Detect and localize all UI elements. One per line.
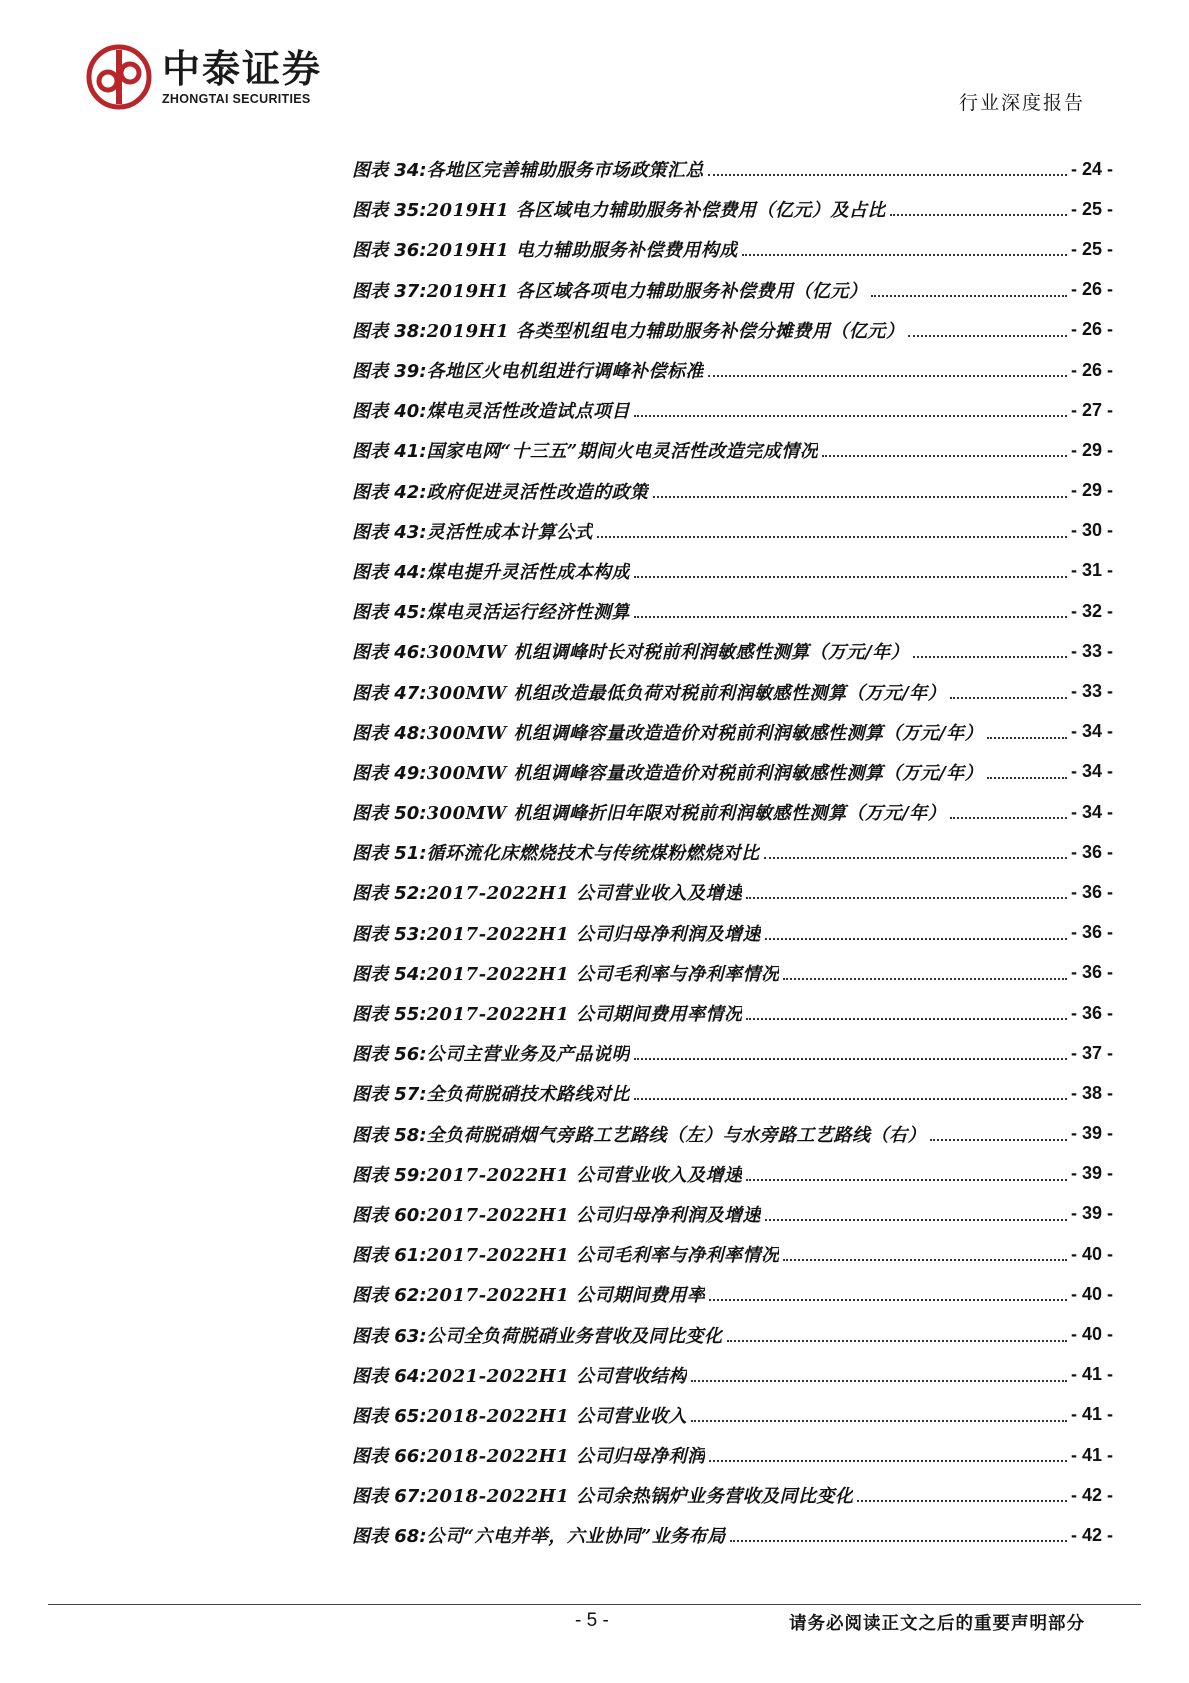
toc-entry[interactable]: [352, 149, 1113, 189]
toc-entry[interactable]: [352, 953, 1113, 993]
toc-dot-leader: [765, 1219, 1067, 1221]
toc-entry-title: 2021-2022H1 公司营收结构: [426, 1365, 687, 1387]
toc-dot-leader: [634, 576, 1067, 578]
toc-entry-page: - 36 -: [1070, 962, 1113, 983]
toc-entry-label: 图表 58:: [352, 1124, 427, 1146]
toc-entry-label: 图表 45:: [352, 602, 427, 624]
toc-dot-leader: [634, 415, 1067, 417]
toc-entry-title: 各地区火电机组进行调峰补偿标准: [426, 361, 705, 383]
toc-entry-title: 2018-2022H1 公司营业收入: [426, 1405, 687, 1427]
toc-entry-label: 图表 68:: [352, 1526, 427, 1548]
toc-entry-label: 图表 61:: [352, 1245, 427, 1267]
toc-entry-page: - 39 -: [1070, 1203, 1113, 1224]
toc-entry-page: - 34 -: [1070, 801, 1113, 822]
toc-entry-label: 图表 40:: [352, 401, 427, 423]
footer-divider: [48, 1604, 1141, 1605]
toc-entry-label: 图表 37:: [352, 280, 427, 302]
footer-disclaimer: 请务必阅读正文之后的重要声明部分: [789, 1614, 1085, 1634]
toc-entry-label: 图表 60:: [352, 1204, 427, 1226]
toc-entry-title: 300MW 机组调峰折旧年限对税前利润敏感性测算（万元/年）: [426, 803, 947, 825]
toc-entry-label: 图表 46:: [352, 642, 427, 664]
toc-dot-leader: [871, 295, 1067, 297]
toc-entry-label: 图表 63:: [352, 1325, 427, 1347]
toc-entry-label: 图表 53:: [352, 923, 427, 945]
toc-entry-title: 2018-2022H1 公司余热锅炉业务营收及同比变化: [426, 1486, 854, 1508]
toc-entry-title: 政府促进灵活性改造的政策: [426, 481, 649, 503]
toc-entry[interactable]: [352, 631, 1113, 671]
toc-entry-label: 图表 62:: [352, 1285, 427, 1307]
toc-dot-leader: [708, 174, 1067, 176]
toc-entry[interactable]: [352, 1154, 1113, 1194]
toc-entry-title: 灵活性成本计算公式: [426, 521, 594, 543]
toc-entry-title: 煤电提升灵活性成本构成: [426, 561, 631, 583]
toc-dot-leader: [764, 857, 1067, 859]
toc-entry[interactable]: [352, 1033, 1113, 1073]
toc-entry-page: - 25 -: [1070, 238, 1113, 259]
toc-entry-page: - 30 -: [1070, 520, 1113, 541]
toc-dot-leader: [987, 777, 1067, 779]
toc-entry[interactable]: [352, 189, 1113, 229]
toc-dot-leader: [746, 897, 1067, 899]
toc-entry-label: 图表 36:: [352, 240, 427, 262]
toc-entry-label: 图表 52:: [352, 883, 427, 905]
toc-entry-title: 国家电网“十三五”期间火电灵活性改造完成情况: [426, 441, 819, 463]
toc-entry[interactable]: [352, 270, 1113, 310]
toc-entry-title: 循环流化床燃烧技术与传统煤粉燃烧对比: [426, 843, 760, 865]
toc-dot-leader: [950, 697, 1067, 699]
toc-dot-leader: [653, 496, 1067, 498]
toc-entry-title: 全负荷脱硝技术路线对比: [426, 1084, 631, 1106]
toc-entry-title: 公司全负荷脱硝业务营收及同比变化: [426, 1325, 723, 1347]
toc-entry[interactable]: [352, 712, 1113, 752]
toc-entry[interactable]: [352, 752, 1113, 792]
toc-entry-page: - 36 -: [1070, 922, 1113, 943]
toc-entry-page: - 31 -: [1070, 560, 1113, 581]
toc-entry-label: 图表 51:: [352, 843, 427, 865]
toc-dot-leader: [822, 455, 1067, 457]
toc-entry-label: 图表 49:: [352, 762, 427, 784]
toc-entry-label: 图表 55:: [352, 1004, 427, 1026]
toc-entry[interactable]: [352, 1073, 1113, 1113]
toc-entry[interactable]: [352, 1194, 1113, 1234]
toc-dot-leader: [765, 938, 1067, 940]
toc-entry-label: 图表 38:: [352, 320, 427, 342]
toc-entry[interactable]: [352, 792, 1113, 832]
toc-entry-title: 2017-2022H1 公司毛利率与净利率情况: [426, 963, 780, 985]
toc-entry-label: 图表 54:: [352, 963, 427, 985]
toc-entry-page: - 39 -: [1070, 1123, 1113, 1144]
toc-entry[interactable]: [352, 1274, 1113, 1314]
toc-entry[interactable]: [352, 430, 1113, 470]
toc-dot-leader: [913, 656, 1067, 658]
toc-entry-title: 2017-2022H1 公司期间费用率情况: [426, 1004, 743, 1026]
toc-dot-leader: [783, 1259, 1067, 1261]
toc-entry[interactable]: [352, 1475, 1113, 1515]
zhongtai-logo-icon: [86, 44, 152, 110]
toc-entry-page: - 32 -: [1070, 600, 1113, 621]
toc-entry[interactable]: [352, 229, 1113, 269]
toc-dot-leader: [930, 1139, 1067, 1141]
toc-entry-page: - 24 -: [1070, 158, 1113, 179]
toc-dot-leader: [890, 214, 1067, 216]
toc-entry-page: - 34 -: [1070, 721, 1113, 742]
page-number: - 5 -: [575, 1610, 609, 1631]
toc-entry-label: 图表 39:: [352, 361, 427, 383]
toc-entry-page: - 27 -: [1070, 399, 1113, 420]
toc-entry[interactable]: [352, 832, 1113, 872]
toc-entry-label: 图表 44:: [352, 561, 427, 583]
toc-dot-leader: [746, 1018, 1067, 1020]
toc-entry-label: 图表 56:: [352, 1044, 427, 1066]
toc-entry-title: 各地区完善辅助服务市场政策汇总: [426, 160, 705, 182]
toc-entry[interactable]: [352, 1435, 1113, 1475]
toc-entry[interactable]: [352, 591, 1113, 631]
toc-entry-label: 图表 64:: [352, 1365, 427, 1387]
toc-entry-label: 图表 41:: [352, 441, 427, 463]
toc-entry-title: 煤电灵活运行经济性测算: [426, 602, 631, 624]
toc-entry[interactable]: [352, 671, 1113, 711]
toc-entry-title: 2017-2022H1 公司毛利率与净利率情况: [426, 1245, 780, 1267]
toc-entry-title: 2019H1 电力辅助服务补偿费用构成: [426, 240, 738, 262]
toc-entry-page: - 26 -: [1070, 359, 1113, 380]
toc-entry-title: 2017-2022H1 公司归母净利润及增速: [426, 923, 761, 945]
toc-entry-title: 2019H1 各区域电力辅助服务补偿费用（亿元）及占比: [426, 200, 886, 222]
toc-entry-page: - 26 -: [1070, 319, 1113, 340]
toc-entry[interactable]: [352, 913, 1113, 953]
toc-entry-title: 2017-2022H1 公司期间费用率: [426, 1285, 706, 1307]
toc-entry-page: - 41 -: [1070, 1444, 1113, 1465]
toc-dot-leader: [730, 1540, 1067, 1542]
toc-entry-title: 2018-2022H1 公司归母净利润: [426, 1446, 706, 1468]
toc-entry-title: 2017-2022H1 公司营业收入及增速: [426, 1164, 743, 1186]
company-logo: [86, 44, 322, 110]
toc-entry-page: - 39 -: [1070, 1163, 1113, 1184]
toc-entry-label: 图表 67:: [352, 1486, 427, 1508]
toc-dot-leader: [709, 1299, 1067, 1301]
toc-entry[interactable]: [352, 471, 1113, 511]
toc-entry-title: 2017-2022H1 公司营业收入及增速: [426, 883, 743, 905]
toc-entry[interactable]: [352, 1114, 1113, 1154]
toc-dot-leader: [691, 1380, 1067, 1382]
toc-entry-title: 2017-2022H1 公司归母净利润及增速: [426, 1204, 761, 1226]
toc-entry-label: 图表 50:: [352, 803, 427, 825]
toc-entry-page: - 34 -: [1070, 761, 1113, 782]
toc-entry-title: 2019H1 各类型机组电力辅助服务补偿分摊费用（亿元）: [426, 320, 905, 342]
toc-dot-leader: [746, 1179, 1067, 1181]
toc-entry[interactable]: [352, 350, 1113, 390]
toc-entry[interactable]: [352, 1395, 1113, 1435]
toc-entry-label: 图表 65:: [352, 1405, 427, 1427]
toc-entry-title: 全负荷脱硝烟气旁路工艺路线（左）与水旁路工艺路线（右）: [426, 1124, 927, 1146]
toc-entry-page: - 26 -: [1070, 279, 1113, 300]
toc-entry-title: 2019H1 各区域各项电力辅助服务补偿费用（亿元）: [426, 280, 868, 302]
toc-entry[interactable]: [352, 390, 1113, 430]
toc-dot-leader: [908, 335, 1067, 337]
toc-dot-leader: [742, 254, 1067, 256]
toc-dot-leader: [634, 1098, 1067, 1100]
table-of-figures: [352, 149, 1113, 1556]
toc-entry-label: 图表 42:: [352, 481, 427, 503]
toc-entry[interactable]: [352, 1515, 1113, 1555]
toc-dot-leader: [708, 375, 1067, 377]
toc-entry-page: - 42 -: [1070, 1524, 1113, 1545]
toc-dot-leader: [950, 817, 1067, 819]
toc-dot-leader: [691, 1420, 1067, 1422]
toc-dot-leader: [987, 737, 1067, 739]
toc-entry-page: - 29 -: [1070, 439, 1113, 460]
toc-entry-title: 公司主营业务及产品说明: [426, 1044, 631, 1066]
toc-entry-label: 图表 47:: [352, 682, 427, 704]
toc-entry-page: - 40 -: [1070, 1283, 1113, 1304]
toc-entry-title: 300MW 机组改造最低负荷对税前利润敏感性测算（万元/年）: [426, 682, 947, 704]
toc-entry[interactable]: [352, 1234, 1113, 1274]
toc-entry-page: - 40 -: [1070, 1324, 1113, 1345]
toc-entry-title: 300MW 机组调峰容量改造造价对税前利润敏感性测算（万元/年）: [426, 762, 984, 784]
toc-entry-label: 图表 34:: [352, 160, 427, 182]
logo-chinese-name: 中泰证券: [162, 47, 323, 91]
toc-entry-page: - 41 -: [1070, 1404, 1113, 1425]
toc-entry-label: 图表 66:: [352, 1446, 427, 1468]
toc-entry-page: - 41 -: [1070, 1364, 1113, 1385]
toc-dot-leader: [857, 1500, 1067, 1502]
toc-entry[interactable]: [352, 993, 1113, 1033]
toc-entry-page: - 33 -: [1070, 681, 1113, 702]
toc-dot-leader: [634, 616, 1067, 618]
toc-dot-leader: [783, 978, 1067, 980]
toc-entry[interactable]: [352, 551, 1113, 591]
toc-entry-label: 图表 48:: [352, 722, 427, 744]
toc-dot-leader: [709, 1460, 1067, 1462]
toc-entry-page: - 42 -: [1070, 1484, 1113, 1505]
toc-entry-title: 公司“六电并举，六业协同”业务布局: [426, 1526, 726, 1548]
toc-entry-page: - 36 -: [1070, 881, 1113, 902]
toc-entry-page: - 29 -: [1070, 480, 1113, 501]
toc-entry-label: 图表 59:: [352, 1164, 427, 1186]
toc-entry-page: - 38 -: [1070, 1082, 1113, 1103]
toc-entry-title: 煤电灵活性改造试点项目: [426, 401, 631, 423]
toc-entry-label: 图表 57:: [352, 1084, 427, 1106]
toc-entry-label: 图表 35:: [352, 200, 427, 222]
toc-entry[interactable]: [352, 310, 1113, 350]
toc-entry-page: - 40 -: [1070, 1243, 1113, 1264]
toc-dot-leader: [634, 1058, 1067, 1060]
toc-entry[interactable]: [352, 1355, 1113, 1395]
toc-entry[interactable]: [352, 511, 1113, 551]
toc-dot-leader: [597, 536, 1067, 538]
toc-entry-title: 300MW 机组调峰时长对税前利润敏感性测算（万元/年）: [426, 642, 910, 664]
logo-english-name: ZHONGTAI SECURITIES: [162, 92, 311, 106]
toc-entry[interactable]: [352, 1314, 1113, 1354]
toc-entry-title: 300MW 机组调峰容量改造造价对税前利润敏感性测算（万元/年）: [426, 722, 984, 744]
toc-entry-page: - 36 -: [1070, 1002, 1113, 1023]
toc-entry-page: - 36 -: [1070, 841, 1113, 862]
toc-entry-page: - 25 -: [1070, 198, 1113, 219]
toc-entry-page: - 37 -: [1070, 1042, 1113, 1063]
toc-entry-label: 图表 43:: [352, 521, 427, 543]
toc-dot-leader: [727, 1340, 1067, 1342]
report-type: 行业深度报告: [958, 92, 1085, 114]
toc-entry-page: - 33 -: [1070, 640, 1113, 661]
toc-entry[interactable]: [352, 872, 1113, 912]
